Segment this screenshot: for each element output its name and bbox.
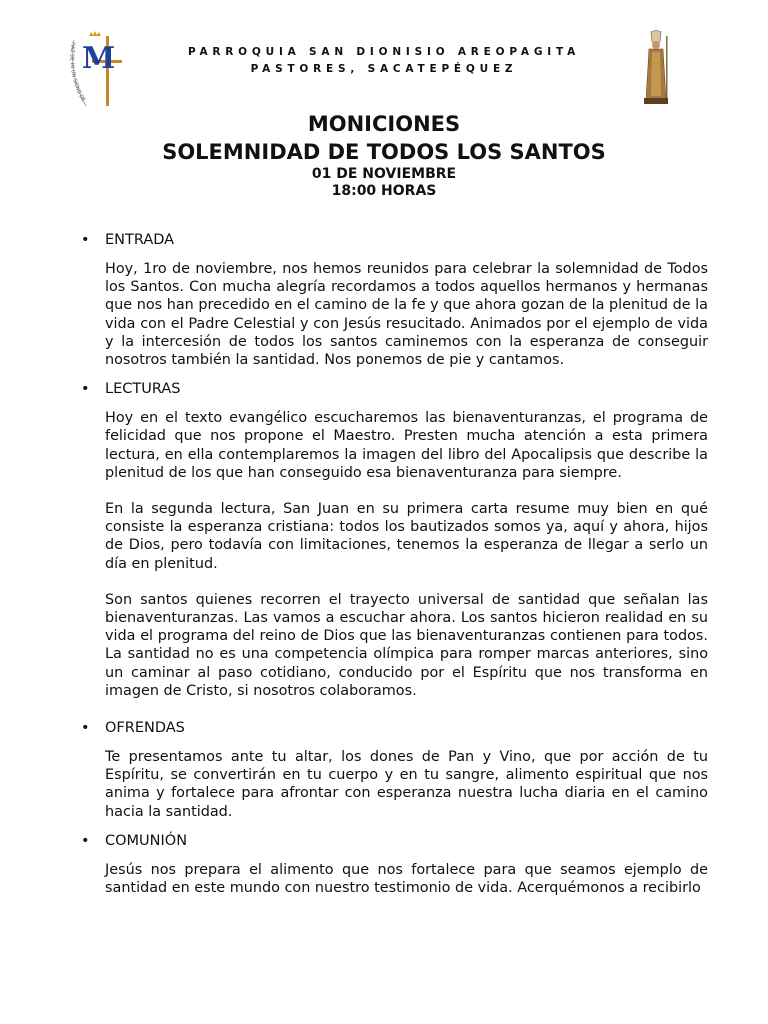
section-title: ENTRADA [105, 232, 175, 248]
parish-monogram-icon [62, 30, 128, 110]
svg-text:M: M [82, 41, 116, 76]
parish-location: PASTORES, SACATEPÉQUEZ [250, 63, 518, 75]
bullet-icon: • [81, 232, 90, 248]
paragraph-comunion: Jesús nos prepara el alimento que nos fortalece para que seamos ejemplo de santidad en este mundo con nuestro testimonio de vida. Acerquémonos a recibirlo [105, 861, 708, 897]
saint-statue [636, 30, 676, 104]
section-heading-comunion [78, 831, 708, 851]
paragraph-ofrendas: Te presentamos ante tu altar, los dones de Pan y Vino, que por acción de tu Espíritu, se convertirán en tu cuerpo y en tu sangre, alimento espiritual que nos anima y fortalece para afrontar con esperanza nuestra lucha diaria en el camino hacia la santidad. [105, 749, 708, 820]
svg-text:HAZ DE MI UN SIGNO DE TU PRESE: HAZ DE MI UN SIGNO DE [68, 41, 87, 103]
parish-logo [62, 30, 128, 110]
paragraph-entrada: Hoy, 1ro de noviembre, nos hemos reunidos para celebrar la solemnidad de Todos los Santos. Con mucha alegría recordamos a todos aquellos hermanos y hermanas que nos han precedido en el camino de la fe y que ahora gozan de la plenitud de la vida con el Padre Celestial y con Jesús resucitado. Animados por el ejemplo de vida y la intercesión de todos los santos caminemos con la esperanza de conseguir nosotros también la santidad. Nos ponemos de pie y cantamos. [105, 261, 708, 369]
event-date: 01 DE NOVIEMBRE [311, 166, 457, 182]
section-heading-entrada [78, 230, 708, 250]
section-title: COMUNIÓN [105, 832, 188, 849]
bullet-icon: • [81, 720, 90, 737]
section-title: OFRENDAS [105, 720, 185, 737]
document-subtitle: SOLEMNIDAD DE TODOS LOS SANTOS [162, 140, 606, 164]
bullet-icon: • [81, 832, 90, 849]
section-heading-lecturas [78, 379, 708, 399]
event-time: 18:00 HORAS [331, 183, 437, 199]
title-block [0, 110, 768, 200]
paragraph-lecturas-2: En la segunda lectura, San Juan en su primera carta resume muy bien en qué consiste la esperanza cristiana: todos los bautizados somos ya, aquí y ahora, hijos de Dios, pero todavía con limitaciones, tenemos la esperanza de llegar a serlo un día en plenitud. [105, 501, 708, 572]
section-heading-ofrendas [78, 718, 708, 738]
bullet-icon: • [81, 381, 90, 398]
document-body [78, 230, 708, 897]
paragraph-lecturas-1: Hoy en el texto evangélico escucharemos las bienaventuranzas, el programa de felicidad que nos propone el Maestro. Presten mucha atención a esta primera lectura, en ella contemplaremos la imagen del libro del Apocalipsis que describe la plenitud de los que han conseguido esa bienaventuranza para siempre. [105, 410, 708, 481]
paragraph-lecturas-3: Son santos quienes recorren el trayecto universal de santidad que señalan las bienaventuranzas. Las vamos a escuchar ahora. Los santos hicieron realidad en su vida el programa del reino de Dios que las bienaventuranzas contienen para todos. La santidad no es una competencia olímpica para romper marcas anteriores, sino un caminar al paso cotidiano, conducido por el Espíritu que nos transforma en imagen de Cristo, si nosotros colaboramos. [105, 591, 708, 699]
saint-statue-icon [636, 30, 676, 104]
parish-header [140, 44, 628, 78]
document-title: MONICIONES [307, 112, 461, 136]
section-title: LECTURAS [105, 381, 181, 398]
parish-name: PARROQUIA SAN DIONISIO AREOPAGITA [187, 46, 581, 58]
